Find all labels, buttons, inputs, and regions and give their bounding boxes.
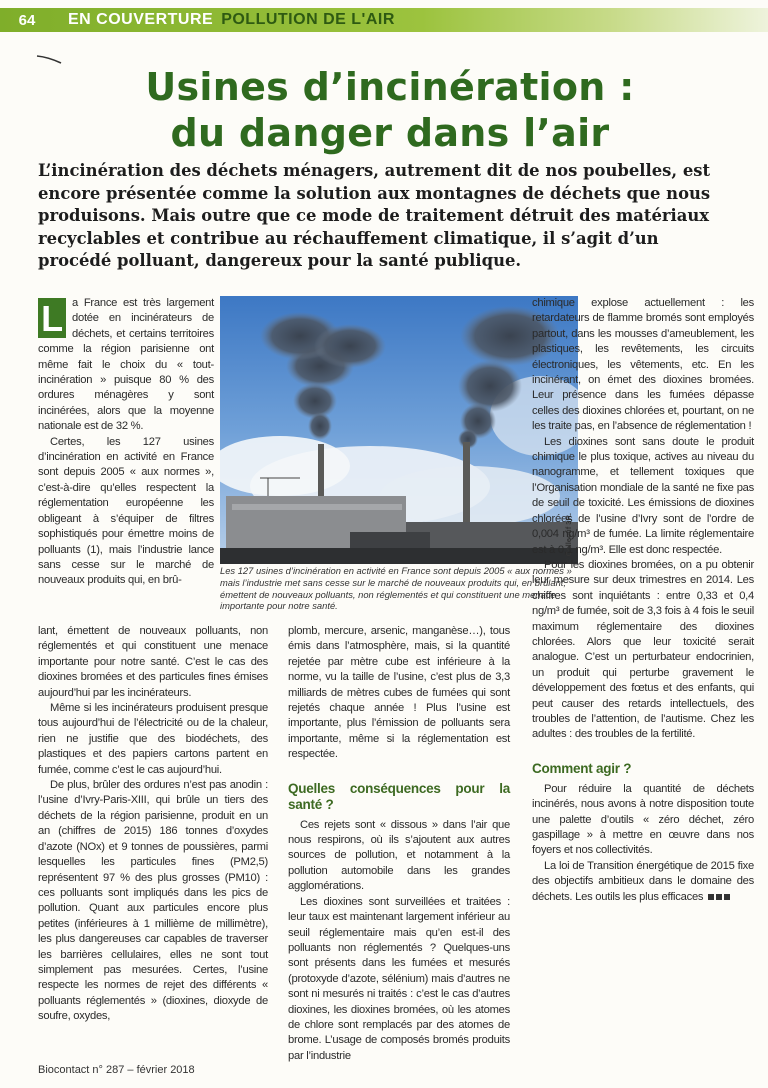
section-label: EN COUVERTURE [68,11,214,28]
issue-footer: Biocontact n° 287 – février 2018 [38,1064,195,1076]
column-1-top [38,296,214,589]
decorative-swoosh [36,54,62,64]
title-line-2: du danger dans l’air [170,111,610,155]
section-banner [0,8,768,32]
paragraph: Même si les incinérateurs produisent presque tous aujourd’hui de l’électricité ou de la chaleur, rien ne justifie que des biodéchets, des plastiques et des papiers cartons partent en fumée, comme c’est le cas aujourd’hui. [38,702,268,776]
article-lede: L’incinération des déchets ménagers, autrement dit de nos poubelles, est encore présentée comme la solution aux montagnes de déchets que nous produisons. Mais outre que ce mode de traitement détruit des matériaux recyclables et contribue au réchauffement climatique, il s’agit d’un procédé polluant, dangereux pour la santé publique. [38,161,711,270]
paragraph-last [532,859,754,905]
photo-caption: Les 127 usines d’incinération en activité en France sont depuis 2005 « aux normes » mais l’industrie met sans cesse sur le marché de nouveaux produits qui, en brûlant, émettent de nouveaux polluants, non réglementés et qui constituent une menace importante pour notre santé. [220,565,572,612]
paragraph: chimique explose actuellement : les retardateurs de flamme bromés sont employés partout, dans les mousses d’ameublement, les plastiques, les revêtements, les circuits électroniques, les vêtements, etc. En les incinérant, on émet des dioxines bromées. Leur présence dans les fumées dépasse celles des dioxines chlorées et, pourtant, on ne les traite pas, en l’absence de réglementation ! [532,297,754,433]
paragraph: Pour les dioxines bromées, on a pu obtenir leur mesure sur deux trimestres en 2014. Les chiffres sont inquiétants : entre 0,33 et 0,4 ng/m³ de fumée, soit de 3,3 fois à 4 fois le seuil maximum réglementaire des dioxines chlorées. Alors que leur toxicité serait analogue. C’est un perturbateur endocrinien, un produit qui perturbe gravement le développement des fœtus et des enfants, qui peut causer des retards intellectuels, des troubles de l’attention, de l’autisme. Chez les adultes : des troubles de la fertilité. [532,558,754,741]
subheading-health: Quelles conséquences pour la santé ? [288,780,510,812]
incinerator-illustration [220,296,578,564]
article-title [80,64,700,156]
subheading-action: Comment agir ? [532,760,632,776]
drop-cap: L [38,298,66,338]
paragraph: De plus, brûler des ordures n’est pas anodin : l’usine d’Ivry-Paris-XIII, qui brûle un tiers des déchets de la région parisienne, produit en un an (chiffres de 2015) 186 tonnes d’oxydes d’azote (NOx) et 9 tonnes de poussières, parmi lesquelles les particules fines (PM2,5) représentent 97 % des plus grosses (PM10) : ces polluants sont impliqués dans les pics de pollution. Quant aux particules encore plus petites (inférieures à 1 millième de millimètre), les plus dangereuses car capables de traverser les barrières cellulaires, elles ne sont tout simplement pas mesurées. Certes, l’usine respecte les normes de rejet des différents « polluants réglementés » (dioxines, dioxyde de soufre, oxydes, [38,779,268,1023]
column-1-bottom [38,624,268,1025]
paragraph: plomb, mercure, arsenic, manganèse…), tous émis dans l’atmosphère, mais, si la quantité rejetée par mètre cube est inférieure à la norme, vu la taille de l’usine, c’est plus de 3,3 milliards de mètres cubes de fumées qui sont rejetés chaque année ! Plus l’usine est importante, plus l’émission de polluants sera importante, même si la réglementation est respectée. [288,625,510,761]
continue-marker-icon [724,894,730,900]
topic-label: POLLUTION DE L'AIR [221,11,395,28]
paragraph: Certes, les 127 usines d’incinération en activité en France sont depuis 2005 « aux normes », c’est-à-dire qu’elles respectent la réglementation européenne les obligeant à s’équiper de filtres sophistiqués pour émettre moins de polluants (1), mais l’industrie lance sans cesse sur le marché de nouveaux produits qui, en brû- [38,435,214,587]
paragraph: Les dioxines sont sans doute le produit chimique le plus toxique, actives au niveau du nanogramme, et tellement toxiques que l’Organisation mondiale de la santé ne fixe pas de seuil de toxicité. Les émissions de dioxines chlorées de l’usine d’Ivry sont de l’ordre de 0,004 ng/m³ de fumée. La limite réglementaire est à 0,1 ng/m³. Elle est donc respectée. [532,435,754,556]
paragraph: Pour réduire la quantité de déchets incinérés, nous avons à notre disposition toute une palette d’outils « zéro déchet, zéro gaspillage » à mettre en œuvre dans nos foyers et nos collectivités. [532,782,754,857]
column-3 [532,296,754,905]
continue-marker-icon [716,894,722,900]
paragraph: Les dioxines sont surveillées et traitées : leur taux est maintenant largement inférieur au seuil réglementaire mais qu’en est-il des polluants non réglementés ? Quelques-uns sont présents dans les fumées et mesurés (protoxyde d’azote, sélénium) mais d’autres ne sont ni mesurés ni traités : c’est le cas d’autres dioxines, les dioxines bromées, où les atomes de chlore sont remplacés par des atomes de brome. L’usage de composés bromés produits par l’industrie [288,895,510,1062]
paragraph: a France est très largement dotée en incinérateurs de déchets, et certains territoires comme la région parisienne ont même fait le choix du « tout-incinération » puisque 80 % des ordures ménagères y sont incinérées, alors que la moyenne nationale est de 32 %. [38,297,214,433]
paragraph: lant, émettent de nouveaux polluants, non réglementés et qui constituent une menace importante pour notre santé. C’est le cas des dioxines bromées et des particules fines émises aujourd’hui par les incinérateurs. [38,625,268,699]
paragraph: Ces rejets sont « dissous » dans l’air que nous respirons, où ils s’ajoutent aux autres sources de pollution, et notamment à la pollution automobile dans les grandes agglomérations. [288,818,510,893]
page-number: 64 [18,11,36,29]
continue-marker-icon [708,894,714,900]
title-line-1: Usines d’incinération : [145,65,635,109]
paragraph-text: La loi de Transition énergétique de 2015 fixe des objectifs ambitieux dans le domaine des déchets. Les outils les plus efficaces [532,859,754,903]
column-2 [288,624,510,1064]
photo-credit: © Collectif 3R. [564,513,573,564]
incinerator-photo [220,296,578,564]
